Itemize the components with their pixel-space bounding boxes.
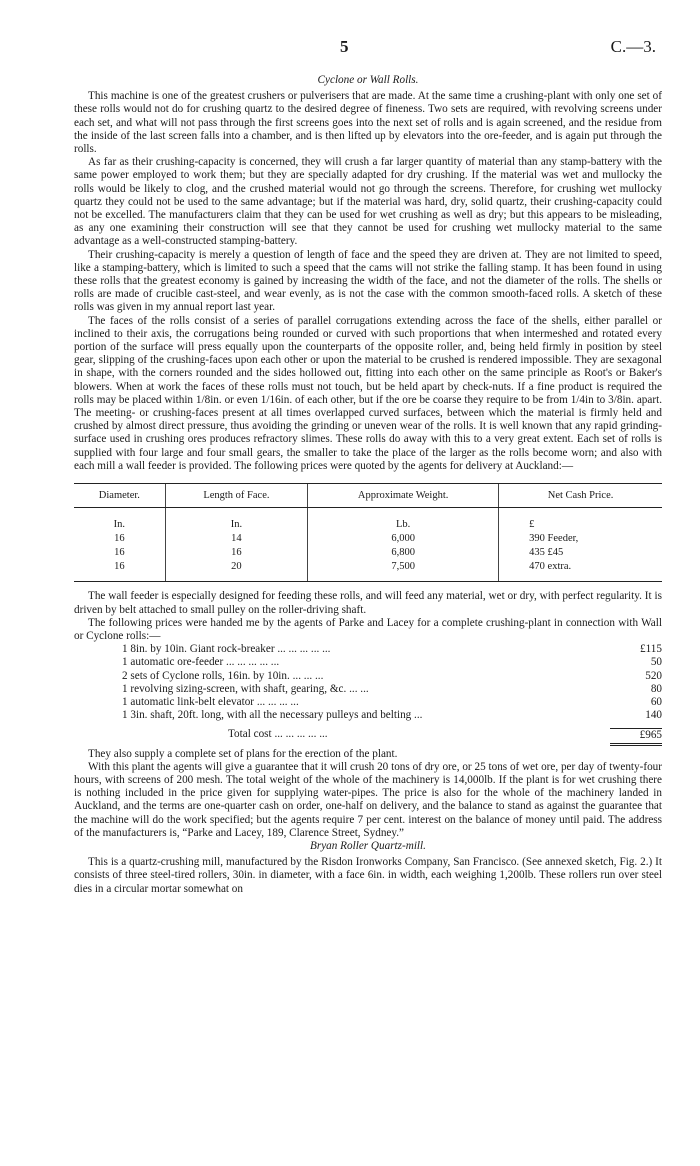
cost-list-item	[122, 683, 662, 696]
cost-list	[122, 643, 662, 745]
body-text	[74, 74, 662, 896]
cost-item-label: 1 automatic link-belt elevator ... ... ... ...	[122, 695, 299, 708]
page-number: 5	[340, 37, 349, 56]
total-cost-label: Total cost ... ... ... ... ...	[228, 728, 328, 741]
cost-item-label: 2 sets of Cyclone rolls, 16in. by 10in. ... ... ...	[122, 669, 324, 682]
paragraph: The wall feeder is especially designed for feeding these rolls, and will feed any material, wet or dry, with perfect regularity. It is driven by belt attached to small pulley on the roller-driving shaft.	[74, 590, 662, 616]
cost-item-label: 1 automatic ore-feeder ... ... ... ... ...	[122, 656, 280, 669]
paragraph: This is a quartz-crushing mill, manufactured by the Risdon Ironworks Company, San Francisco. (See annexed sketch, Fig. 2.) It consists of three steel-tired rollers, 30in. in diameter, with a face 6in. in width, each weighing 1,200lb. These rollers run over steel dies in a circular mortar somewhat on	[74, 856, 662, 895]
cost-item-amount: 50	[650, 656, 662, 669]
cost-list-item	[122, 670, 662, 683]
section-heading-bryan-roller-mill: Bryan Roller Quartz-mill.	[310, 839, 426, 852]
price-note: extra.	[547, 561, 572, 573]
cost-list-item	[122, 656, 662, 669]
price-value: 435	[529, 547, 545, 559]
column-header-length-of-face: Length of Face.	[165, 484, 307, 508]
document-reference: C.—3.	[610, 37, 656, 56]
cost-total-row	[122, 728, 662, 745]
cost-item-label: 1 revolving sizing-screen, with shaft, gearing, &c. ... ...	[122, 682, 369, 695]
price-table	[74, 483, 662, 582]
paragraph: As far as their crushing-capacity is concerned, they will crush a far larger quantity of material than any stamp-battery with the same power employed to work them; but they are specially adapted for dry crushing. If the material was wet and mullocky the rolls would be likely to clog, and the crushed material would not go through the screens. Therefore, for crushing wet mullocky quartz they could not be used to the same advantage; but if the material was hard, dry, solid quartz, their crushing-capacity could not be excelled. The manufacturers claim that they can be used for wet crushing as well as dry; but this appears to be misleading, as any one examining their construction will see that they cannot be used for crushing wet mullocky material to the same advantage as a well-constructed stamping-battery.	[74, 156, 662, 248]
cost-item-amount: 80	[650, 682, 662, 695]
paragraph: This machine is one of the greatest crushers or pulverisers that are made. At the same time a crushing-plant with only one set of these rolls would not do for crushing quartz to the desired degree of fineness. Two sets are required, with revolving screens under each set, and what will not pass through the first screens goes into the next set of rolls and is again screened, and the residue from the inside of the last screen falls into a chamber, and is then lifted up by elevators into the ore-feeder, and is again put through the rolls.	[74, 90, 662, 156]
table-row	[74, 546, 662, 560]
cost-item-amount: 140	[645, 709, 662, 722]
column-header-diameter: Diameter.	[74, 484, 165, 508]
paragraph: They also supply a complete set of plans for the erection of the plant.	[88, 747, 398, 760]
unit-label: In.	[165, 518, 307, 532]
price-note: £45	[547, 547, 564, 559]
total-cost-amount: £965	[610, 728, 662, 745]
paragraph: The following prices were handed me by the agents of Parke and Lacey for a complete crushing-plant in connection with Wall or Cyclone rolls:—	[74, 616, 662, 642]
cost-list-item	[122, 696, 662, 709]
table-cell	[499, 560, 662, 582]
cost-item-amount: £115	[640, 643, 662, 656]
paragraph: Their crushing-capacity is merely a question of length of face and the speed they are driven at. They are not limited to speed, like a stamping-battery, which is limited to such a speed that the cams will not strike the falling stamp. It has been found in using these rolls that the greatest economy is gained by increasing the width of the face, and not the diameter of the rolls. The shells or rolls are made of crucible cast-steel, and wear evenly, as is not the case with the common smooth-faced rolls. A sketch of these rolls was given in my annual report last year.	[74, 248, 662, 314]
table-cell: 20	[165, 560, 307, 582]
table-row	[74, 532, 662, 546]
table-cell: 16	[74, 560, 165, 582]
table-cell: 16	[165, 546, 307, 560]
price-value: 470	[529, 561, 545, 573]
table-cell: 14	[165, 532, 307, 546]
cost-list-item	[122, 643, 662, 656]
table-units-row	[74, 518, 662, 532]
cost-item-amount: 520	[645, 669, 662, 682]
cost-item-label: 1 8in. by 10in. Giant rock-breaker ... ... ... ... ...	[122, 643, 331, 656]
column-header-approximate-weight: Approximate Weight.	[308, 484, 499, 508]
cost-list-item	[122, 709, 662, 722]
table-cell	[499, 546, 662, 560]
unit-label: £	[499, 518, 662, 532]
table-row	[74, 560, 662, 582]
paragraph: With this plant the agents will give a guarantee that it will crush 20 tons of dry ore, or 25 tons of wet ore, per day of twenty-four hours, with screens of 200 mesh. The total weight of the whole of the machinery is 14,000lb. If the plant is for wet crushing there is nothing included in the price given for supplying water-pipes. The price is also for the whole of the machinery landed in Auckland, and the terms are one-quarter cash on order, one-half on delivery, and the balance to stand as against the guarantee that the machine will do the work specified; but the agents require 7 per cent. interest on the balance of money until paid. The address of the manufacturers is, “Parke and Lacey, 189, Clarence Street, Sydney.”	[74, 760, 662, 839]
table-cell: 16	[114, 533, 125, 545]
price-note: Feeder,	[547, 533, 579, 545]
table-cell: 7,500	[308, 560, 499, 582]
cost-item-amount: 60	[650, 695, 662, 708]
section-heading-cyclone-rolls: Cyclone or Wall Rolls.	[317, 74, 419, 86]
table-cell	[499, 532, 662, 546]
table-cell: 16	[114, 547, 125, 559]
table-cell: 6,000	[308, 532, 499, 546]
table-cell: 6,800	[308, 546, 499, 560]
cost-item-label: 1 3in. shaft, 20ft. long, with all the necessary pulleys and belting ...	[122, 709, 423, 722]
unit-label: In.	[113, 519, 126, 531]
paragraph: The faces of the rolls consist of a series of parallel corrugations extending across the face of the shells, either parallel or inclined to their axis, the corrugations being rounded or curved with such proportions that when intermeshed and rotated every portion of the surface will press equally upon the counterparts of the opposite roller, and, being held firmly in position by steel gear, slipping of the crushing-faces upon each other or upon the material to be crushed is rendered impossible. They are sexagonal in shape, with the corners rounded and the sides hollowed out, fitting into each other on the same principle as Root's or Baker's blowers. When at work the faces of these rolls must not touch, but be held apart by check-nuts. If a fine product is required the rolls may be placed within 1/8in. or even 1/16in. of each other, but if the ore be coarse they require to be from 1/4in to 3/8in. apart. The meeting- or crushing-faces present at all times overlapped curved surfaces, between which the material is firmly held and crushed by almost direct pressure, thus avoiding the grinding or uneven wear of the rolls. It is well known that any rapid grinding-surface used in crushing ores produces refractory slimes. These rolls do away with this to a very great extent. Each set of rolls is supplied with four large and four small gears, the smaller to take the place of the larger as the rolls become worn; and also with each mill a wall feeder is provided. The following prices were quoted by the agents for delivery at Auckland:—	[74, 314, 662, 472]
column-header-net-cash-price: Net Cash Price.	[499, 484, 662, 508]
table-header-row	[74, 484, 662, 508]
page-header	[0, 37, 700, 60]
unit-label: Lb.	[308, 518, 499, 532]
price-value: 390	[529, 533, 545, 545]
